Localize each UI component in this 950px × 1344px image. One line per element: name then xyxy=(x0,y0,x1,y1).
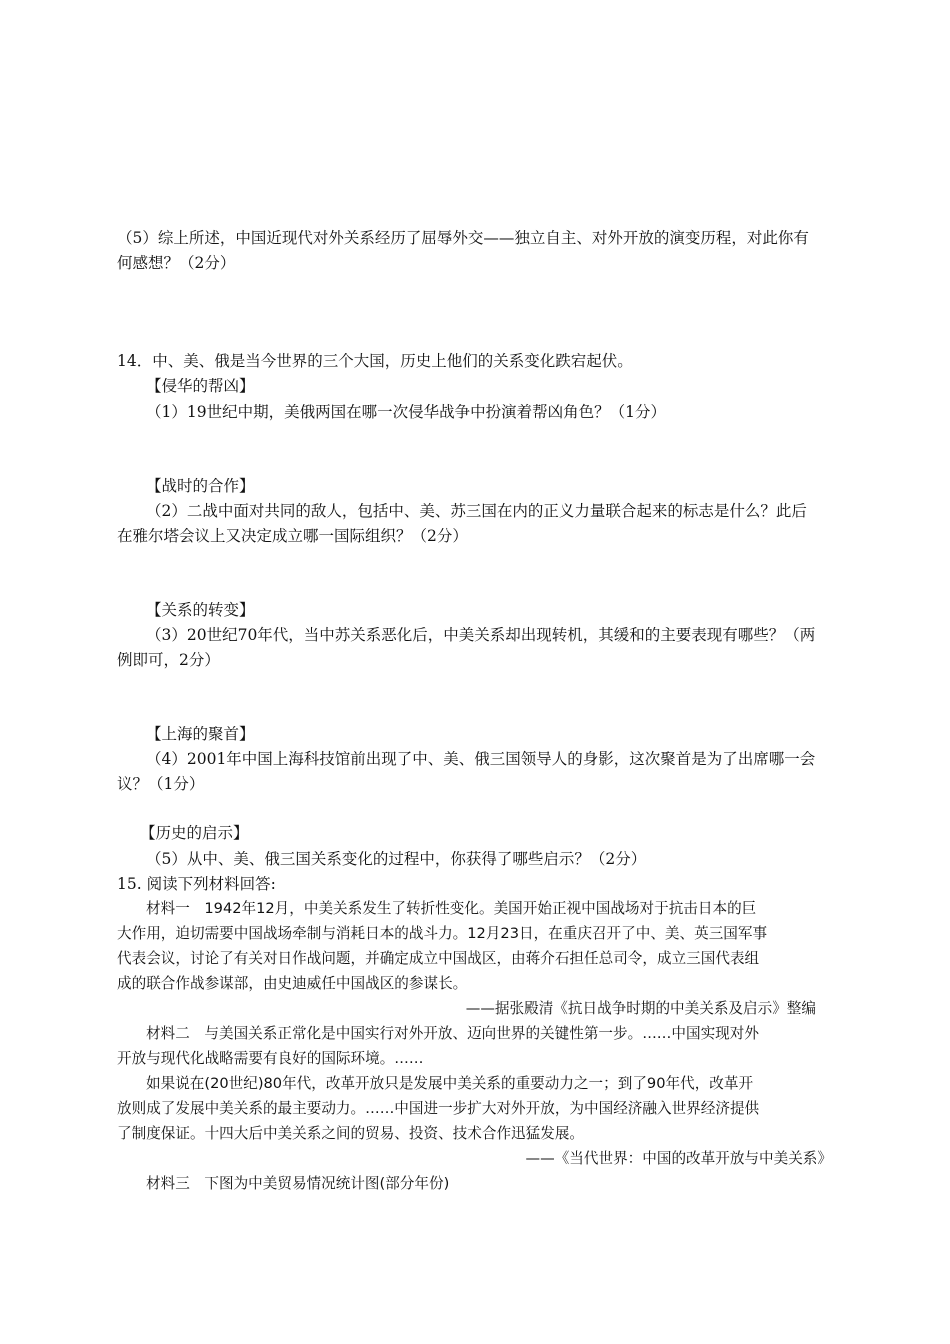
q15-intro: 15. 阅读下列材料回答: xyxy=(117,875,276,893)
q15-material-2-line-1: 材料二 与美国关系正常化是中国实行对外开放、迈向世界的关键性第一步。……中国实现对外 xyxy=(146,1025,759,1042)
q15-material-3: 材料三 下图为中美贸易情况统计图(部分年份) xyxy=(146,1175,450,1192)
q15-material-2-line-5: 了制度保证。十四大后中美关系之间的贸易、投资、技术合作迅猛发展。 xyxy=(117,1125,585,1142)
q15-material-2-source: ——《当代世界：中国的改革开放与中美关系》 xyxy=(525,1150,832,1167)
q15-material-2-line-3: 如果说在(20世纪)80年代，改革开放只是发展中美关系的重要动力之一；到了90年代，改革开 xyxy=(146,1075,754,1092)
q14-question-5: （5）从中、美、俄三国关系变化的过程中，你获得了哪些启示？（2分） xyxy=(146,850,647,868)
q15-material-1-line-4: 成的联合作战参谋部，由史迪威任中国战区的参谋长。 xyxy=(117,975,468,992)
q13-5-line-1: （5）综上所述，中国近现代对外关系经历了屈辱外交——独立自主、对外开放的演变历程，对此你有 xyxy=(117,229,809,247)
q15-material-1-line-1: 材料一 1942年12月，中美关系发生了转折性变化。美国开始正视中国战场对于抗击日本的巨 xyxy=(146,900,757,917)
q15-material-1-line-3: 代表会议，讨论了有关对日作战问题，并确定成立中国战区，由蒋介石担任总司令，成立三国代表组 xyxy=(117,950,760,967)
q14-question-3-line-1: （3）20世纪70年代，当中苏关系恶化后，中美关系却出现转机，其缓和的主要表现有哪些？（两 xyxy=(146,626,816,644)
q14-question-2-line-1: （2）二战中面对共同的敌人，包括中、美、苏三国在内的正义力量联合起来的标志是什么？此后 xyxy=(146,502,807,520)
q14-heading-1: 【侵华的帮凶】 xyxy=(146,377,255,395)
q14-heading-2: 【战时的合作】 xyxy=(146,477,255,495)
q14-heading-3: 【关系的转变】 xyxy=(146,601,255,619)
q15-material-1-source: ——据张殿清《抗日战争时期的中美关系及启示》整编 xyxy=(465,1000,816,1017)
q14-question-4-line-1: （4）2001年中国上海科技馆前出现了中、美、俄三国领导人的身影，这次聚首是为了出席哪一会 xyxy=(146,750,816,768)
q14-heading-5: 【历史的启示】 xyxy=(140,824,249,842)
q14-question-4-line-2: 议？（1分） xyxy=(117,775,205,793)
q15-material-1-line-2: 大作用，迫切需要中国战场牵制与消耗日本的战斗力。12月23日，在重庆召开了中、美、英三国军事 xyxy=(117,925,768,942)
q13-5-line-2: 何感想？（2分） xyxy=(117,254,236,272)
q14-intro: 14．中、美、俄是当今世界的三个大国，历史上他们的关系变化跌宕起伏。 xyxy=(117,352,633,370)
q14-question-1: （1）19世纪中期，美俄两国在哪一次侵华战争中扮演着帮凶角色？（1分） xyxy=(146,403,666,421)
q14-question-2-line-2: 在雅尔塔会议上又决定成立哪一国际组织？（2分） xyxy=(117,527,468,545)
q14-heading-4: 【上海的聚首】 xyxy=(146,725,255,743)
q14-question-3-line-2: 例即可，2分） xyxy=(117,651,220,669)
q15-material-2-line-2: 开放与现代化战略需要有良好的国际环境。…… xyxy=(117,1050,424,1067)
q15-material-2-line-4: 放则成了发展中美关系的最主要动力。……中国进一步扩大对外开放，为中国经济融入世界经济提供 xyxy=(117,1100,760,1117)
